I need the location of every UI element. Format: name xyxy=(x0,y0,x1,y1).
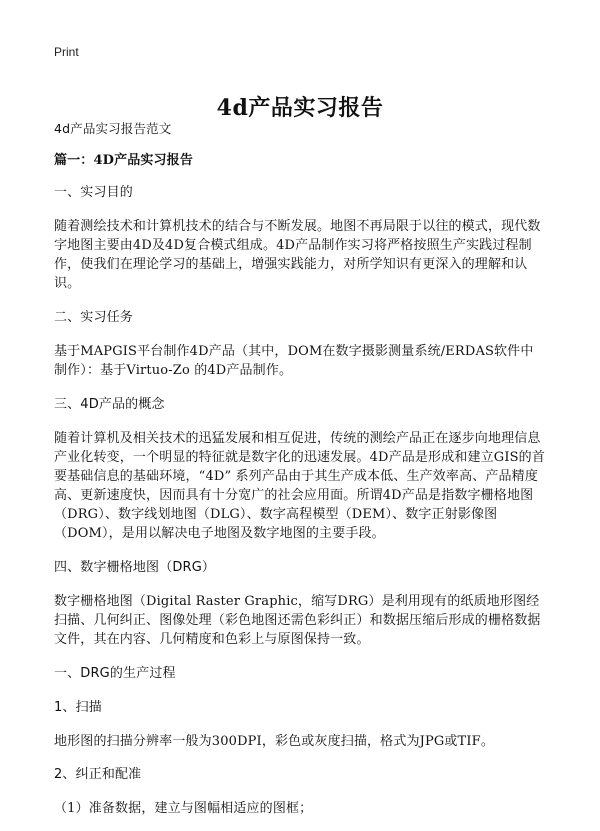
main-section-heading: 篇一：4D产品实习报告 xyxy=(54,153,193,168)
section-heading-task: 二、实习任务 xyxy=(54,310,133,325)
section-text-purpose: 随着测绘技术和计算机技术的结合与不断发展。地图不再局限于以往的模式，现代数字地图主要由4D及4D复合模式组成。4D产品制作实习将严格按照生产实践过程制作，使我们在理论学习的基础上，增强实践能力，对所学知识有更深入的理解和认识。 xyxy=(54,219,541,291)
document-title: 4d产品实习报告 xyxy=(216,94,384,121)
print-label: Print xyxy=(54,45,79,59)
document-content xyxy=(54,119,546,831)
section-heading-drg-process: 一、DRG的生产过程 xyxy=(54,666,176,681)
section-text-concept: 随着计算机及相关技术的迅猛发展和相互促进，传统的测绘产品正在逐步向地理信息产业化转变，一个明显的特征就是数字化的迅速发展。4D产品是形成和建立GIS的首要基础信息的基础环境，“4D” 系列产品由于其生产成本低、生产效率高、产品精度高、更新速度快，因而具有十分宽广的社会应用面。所谓4D产品是指数字栅格地图（DRG）、数字线划地图（DLG）、数字高程模型（DEM）、数字正射影像图（DOM），是用以解决电子地图及数字地图的主要手段。 xyxy=(54,431,545,541)
section-heading-concept: 三、4D产品的概念 xyxy=(54,397,165,412)
section-heading-purpose: 一、实习目的 xyxy=(54,185,133,200)
section-text-task: 基于MAPGIS平台制作4D产品（其中，DOM在数字摄影测量系统/ERDAS软件中制作）：基于Virtuo-Zo 的4D产品制作。 xyxy=(54,344,534,378)
section-text-correction: （1）准备数据，建立与图幅相适应的图框； xyxy=(54,801,313,816)
section-heading-scan: 1、扫描 xyxy=(54,700,102,715)
section-text-scan: 地形图的扫描分辨率一般为300DPI，彩色或灰度扫描，格式为JPG或TIF。 xyxy=(54,734,494,749)
section-heading-drg: 四、数字栅格地图（DRG） xyxy=(54,560,216,575)
document-subtitle: 4d产品实习报告范文 xyxy=(54,121,172,136)
section-text-drg: 数字栅格地图（Digital Raster Graphic，缩写DRG）是利用现有的纸质地形图经扫描、几何纠正、图像处理（彩色地图还需色彩纠正）和数据压缩后形成的栅格数据文件，其在内容、几何精度和色彩上与原图保持一致。 xyxy=(54,594,541,647)
section-heading-correction: 2、纠正和配准 xyxy=(54,767,142,782)
